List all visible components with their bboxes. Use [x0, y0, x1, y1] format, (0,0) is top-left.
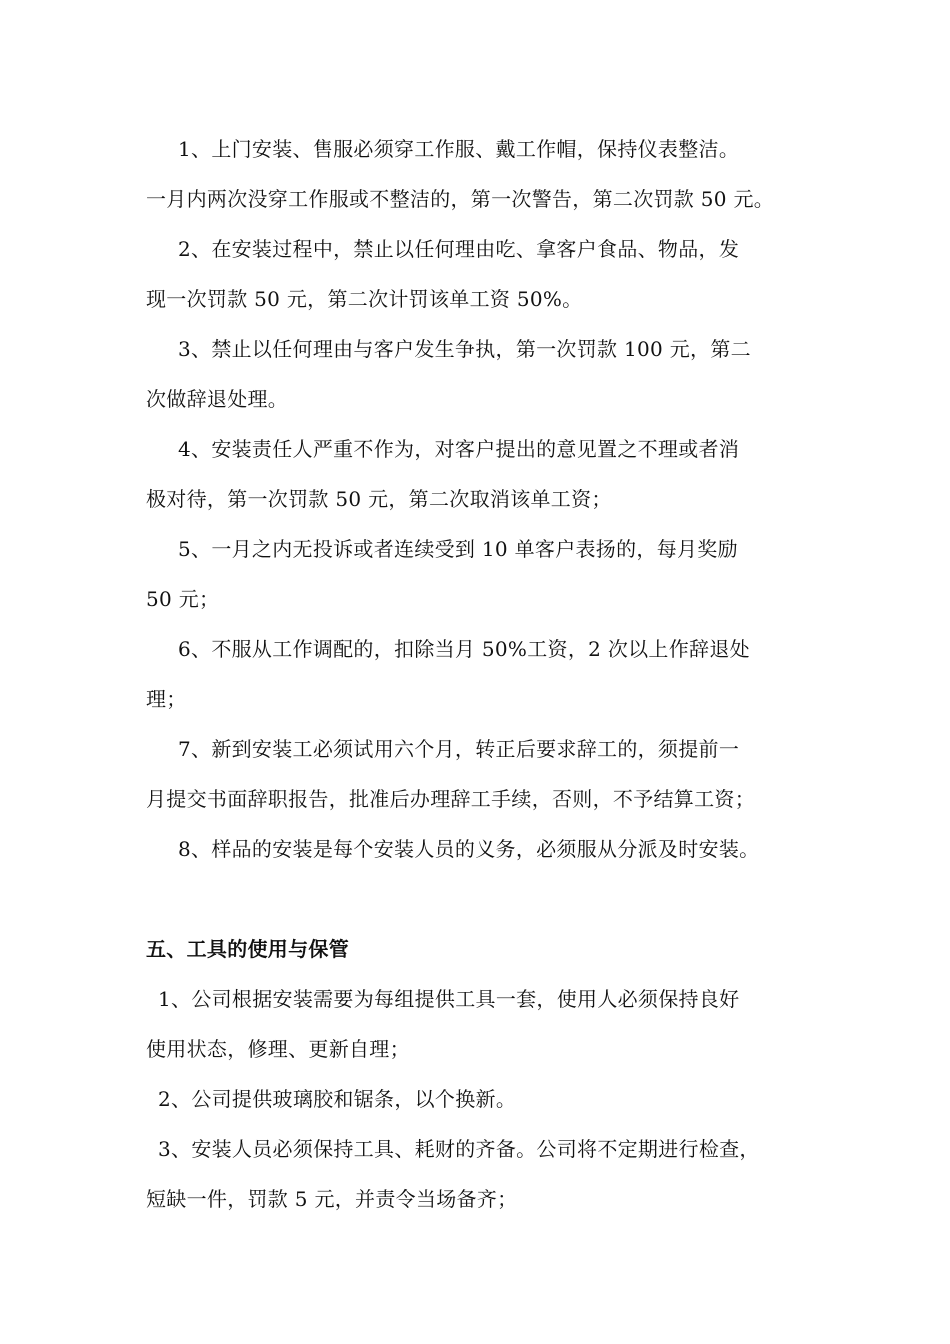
rule-5-line-1: 5、一月之内无投诉或者连续受到 10 单客户表扬的，每月奖励 [178, 537, 738, 561]
tool-item-2-line-1: 2、公司提供玻璃胶和锯条，以个换新。 [158, 1087, 517, 1111]
rule-8-line-1: 8、样品的安装是每个安装人员的义务，必须服从分派及时安装。 [178, 837, 760, 861]
rule-7-line-2: 月提交书面辞职报告，批准后办理辞工手续，否则，不予结算工资； [146, 787, 755, 811]
tool-item-1-line-1: 1、公司根据安装需要为每组提供工具一套，使用人必须保持良好 [158, 987, 740, 1011]
rule-7-line-1: 7、新到安装工必须试用六个月，转正后要求辞工的，须提前一 [178, 737, 740, 761]
tool-item-3-line-2: 短缺一件，罚款 5 元，并责令当场备齐； [146, 1187, 518, 1211]
section-five-heading: 五、工具的使用与保管 [146, 937, 349, 961]
rule-2-line-1: 2、在安装过程中，禁止以任何理由吃、拿客户食品、物品，发 [178, 237, 740, 261]
rule-4-line-1: 4、安装责任人严重不作为，对客户提出的意见置之不理或者消 [178, 437, 740, 461]
rule-1-line-2: 一月内两次没穿工作服或不整洁的，第一次警告，第二次罚款 50 元。 [146, 187, 775, 211]
rule-5-line-2: 50 元； [146, 587, 220, 611]
tool-item-3-line-1: 3、安装人员必须保持工具、耗财的齐备。公司将不定期进行检查， [158, 1137, 760, 1161]
rule-3-line-1: 3、禁止以任何理由与客户发生争执，第一次罚款 100 元，第二 [178, 337, 751, 361]
rule-2-line-2: 现一次罚款 50 元，第二次计罚该单工资 50%。 [146, 287, 583, 311]
rule-4-line-2: 极对待，第一次罚款 50 元，第二次取消该单工资； [146, 487, 612, 511]
rule-1-line-1: 1、上门安装、售服必须穿工作服、戴工作帽，保持仪表整洁。 [178, 137, 740, 161]
rule-6-line-2: 理； [146, 687, 187, 711]
tool-item-1-line-2: 使用状态，修理、更新自理； [146, 1037, 410, 1061]
rule-6-line-1: 6、不服从工作调配的，扣除当月 50%工资，2 次以上作辞退处 [178, 637, 750, 661]
rule-3-line-2: 次做辞退处理。 [146, 387, 289, 411]
